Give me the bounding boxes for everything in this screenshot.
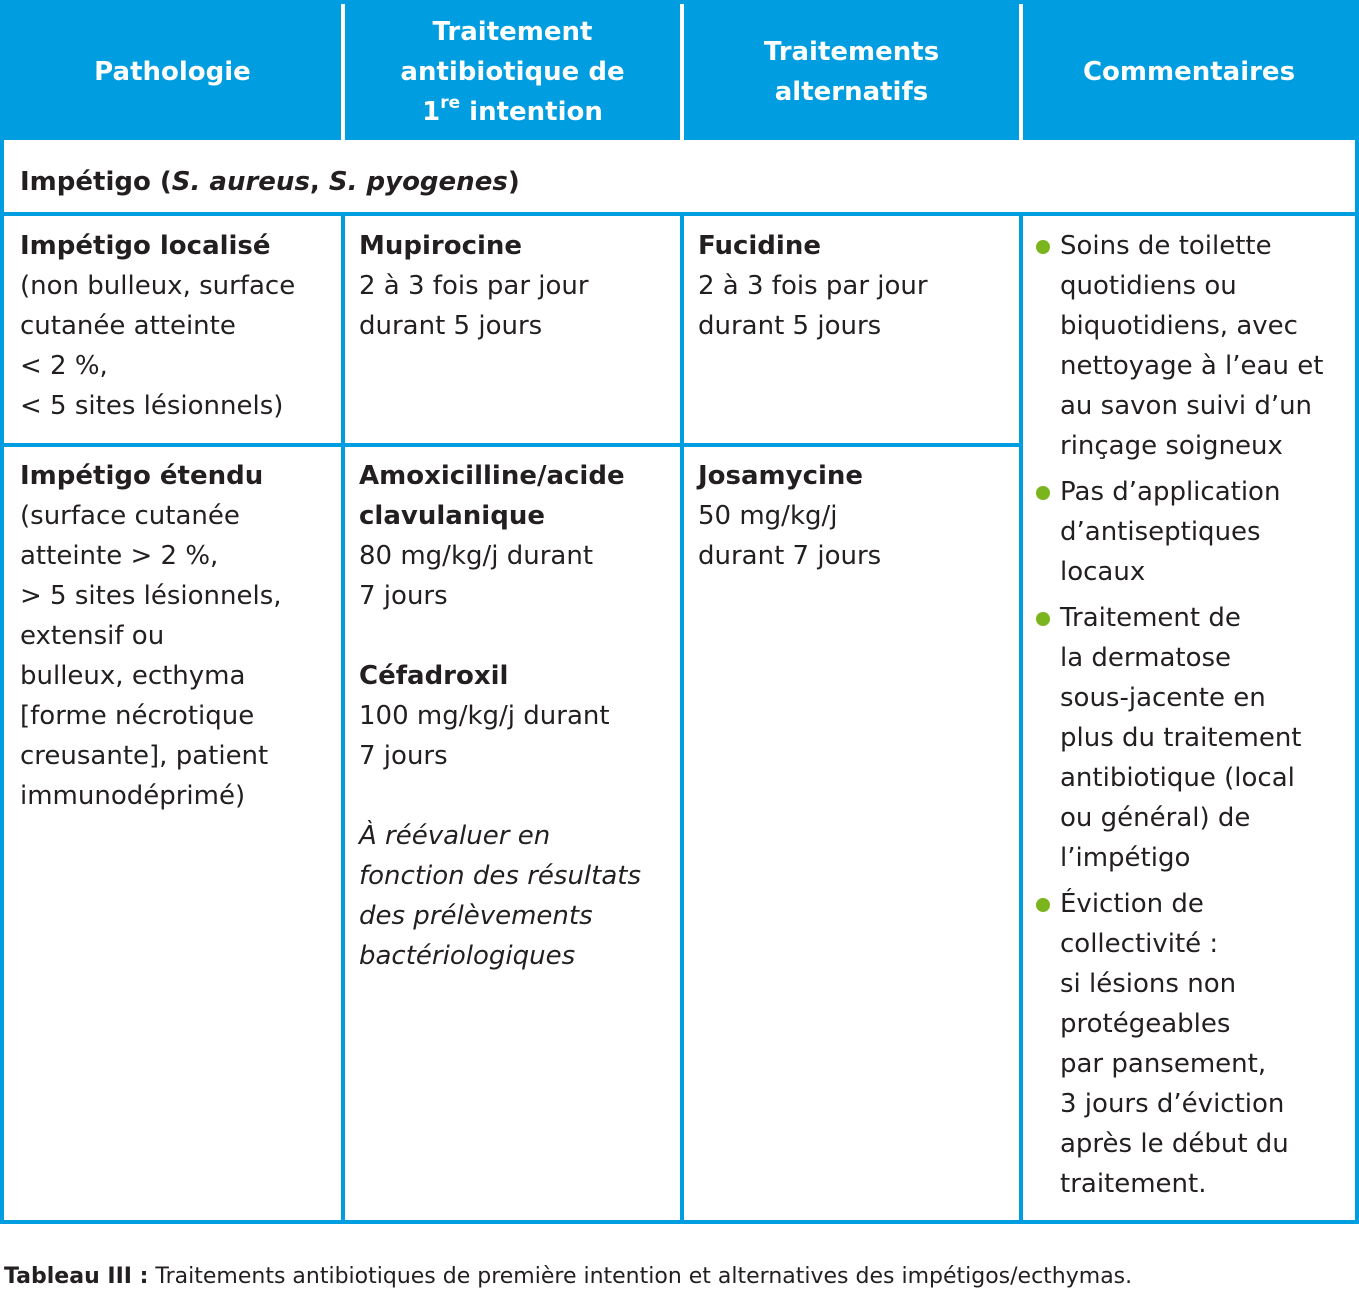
row-divider — [4, 443, 1019, 447]
row1-first-line — [359, 226, 677, 346]
comment-line: d’antiseptiques — [1060, 517, 1261, 547]
row2-alt-dose: durant 7 jours — [698, 541, 882, 571]
comment-line: locaux — [1060, 557, 1146, 587]
comment-line: antibiotique (local — [1060, 763, 1295, 793]
bullet-icon — [1036, 612, 1050, 626]
header-first-line-l3 — [400, 92, 624, 132]
header-alt-l2: alternatifs — [774, 77, 929, 107]
row2-pathology-line: bulleux, ecthyma — [20, 661, 246, 691]
comment-line: nettoyage à l’eau et — [1060, 351, 1324, 381]
row1-alt-dose: durant 5 jours — [698, 311, 882, 341]
header-first-line-l2: antibiotique de — [400, 57, 625, 87]
comment-line: si lésions non — [1060, 969, 1237, 999]
table-caption — [4, 1262, 1132, 1292]
row1-pathology-title: Impétigo localisé — [20, 231, 271, 261]
header-commentaires — [1023, 4, 1355, 140]
row1-alternative — [698, 226, 1016, 346]
comment-line: protégeables — [1060, 1009, 1231, 1039]
row2-first-line-note: bactériologiques — [359, 941, 576, 971]
caption-label: Tableau III : — [4, 1264, 149, 1289]
column-divider — [341, 212, 345, 1224]
section-suffix: ) — [507, 167, 520, 197]
table-header — [4, 4, 1355, 140]
caption-text: Traitements antibiotiques de première intention et alternatives des impétigos/ecthymas. — [148, 1264, 1133, 1289]
comment-line: rinçage soigneux — [1060, 431, 1283, 461]
comment-item — [1060, 884, 1352, 1204]
row2-first-line-note: des prélèvements — [359, 901, 593, 931]
comment-line: 3 jours d’éviction — [1060, 1089, 1285, 1119]
header-first-line-num: 1 — [422, 97, 441, 127]
row2-first-line-note: À réévaluer en — [359, 821, 551, 851]
comment-line: par pansement, — [1060, 1049, 1267, 1079]
comment-line: Traitement de — [1060, 603, 1241, 633]
column-divider — [1019, 212, 1023, 1224]
row2-first-line-drug2-dose: 100 mg/kg/j durant — [359, 701, 610, 731]
row2-pathology-line: immunodéprimé) — [20, 781, 246, 811]
comment-line: Soins de toilette — [1060, 231, 1272, 261]
row2-pathology-line: extensif ou — [20, 621, 165, 651]
row2-pathology-line: creusante], patient — [20, 741, 269, 771]
spacer — [359, 776, 677, 816]
row1-first-line-dose: 2 à 3 fois par jour — [359, 271, 589, 301]
comment-line: l’impétigo — [1060, 843, 1191, 873]
row1-pathology-line: < 2 %, — [20, 351, 108, 381]
comment-line: Pas d’application — [1060, 477, 1281, 507]
column-divider — [680, 212, 684, 1224]
row2-first-line-drug1-dose: 80 mg/kg/j durant — [359, 541, 594, 571]
row2-pathology-line: atteinte > 2 %, — [20, 541, 219, 571]
header-first-line-treatment — [345, 4, 680, 140]
row1-first-line-drug: Mupirocine — [359, 231, 523, 261]
comment-line: la dermatose — [1060, 643, 1232, 673]
bullet-icon — [1036, 240, 1050, 254]
row2-first-line-drug1: Amoxicilline/acide — [359, 461, 625, 491]
section-prefix: Impétigo ( — [20, 167, 172, 197]
row2-pathology-title: Impétigo étendu — [20, 461, 264, 491]
row1-pathology-line: < 5 sites lésionnels) — [20, 391, 284, 421]
organism-s-pyogenes: S. pyogenes — [328, 167, 508, 197]
comment-line: collectivité : — [1060, 929, 1219, 959]
comment-item — [1060, 226, 1352, 466]
comment-line: plus du traitement — [1060, 723, 1302, 753]
row2-pathology — [20, 456, 338, 816]
comment-line: sous-jacente en — [1060, 683, 1266, 713]
row1-pathology — [20, 226, 338, 426]
row1-first-line-dose: durant 5 jours — [359, 311, 543, 341]
row1-alt-dose: 2 à 3 fois par jour — [698, 271, 928, 301]
header-pathologie — [4, 4, 341, 140]
comments-cell — [1060, 226, 1352, 1204]
header-first-line-l1: Traitement — [432, 17, 593, 47]
row1-pathology-line: (non bulleux, surface — [20, 271, 296, 301]
section-title-impetigo — [20, 162, 520, 202]
row2-alternative — [698, 456, 1016, 576]
header-first-line-intention: intention — [460, 97, 603, 127]
comment-line: quotidiens ou — [1060, 271, 1237, 301]
header-first-line-sup: re — [440, 93, 461, 114]
row2-pathology-line: > 5 sites lésionnels, — [20, 581, 282, 611]
comment-line: Éviction de — [1060, 889, 1204, 919]
row2-pathology-line: (surface cutanée — [20, 501, 240, 531]
header-alternatives — [684, 4, 1019, 140]
comment-item — [1060, 472, 1352, 592]
row2-alt-dose: 50 mg/kg/j — [698, 501, 838, 531]
comment-line: après le début du — [1060, 1129, 1289, 1159]
header-pathologie-label: Pathologie — [94, 57, 251, 87]
row2-first-line-drug1-dose: 7 jours — [359, 581, 448, 611]
row2-first-line — [359, 456, 677, 976]
bullet-icon — [1036, 898, 1050, 912]
comment-line: traitement. — [1060, 1169, 1207, 1199]
organism-s-aureus: S. aureus — [171, 167, 310, 197]
row1-alt-drug: Fucidine — [698, 231, 821, 261]
row2-alt-drug: Josamycine — [698, 461, 864, 491]
row2-first-line-note: fonction des résultats — [359, 861, 642, 891]
header-commentaires-label: Commentaires — [1082, 57, 1296, 87]
comment-line: biquotidiens, avec — [1060, 311, 1298, 341]
section-separator: , — [309, 167, 329, 197]
comment-line: ou général) de — [1060, 803, 1251, 833]
row2-first-line-drug1: clavulanique — [359, 501, 545, 531]
row2-first-line-drug2-dose: 7 jours — [359, 741, 448, 771]
comment-line: au savon suivi d’un — [1060, 391, 1313, 421]
row1-pathology-line: cutanée atteinte — [20, 311, 236, 341]
comment-item — [1060, 598, 1352, 878]
header-alt-l1: Traitements — [763, 37, 940, 67]
spacer — [359, 616, 677, 656]
bullet-icon — [1036, 486, 1050, 500]
row2-pathology-line: [forme nécrotique — [20, 701, 255, 731]
row2-first-line-drug2: Céfadroxil — [359, 661, 509, 691]
